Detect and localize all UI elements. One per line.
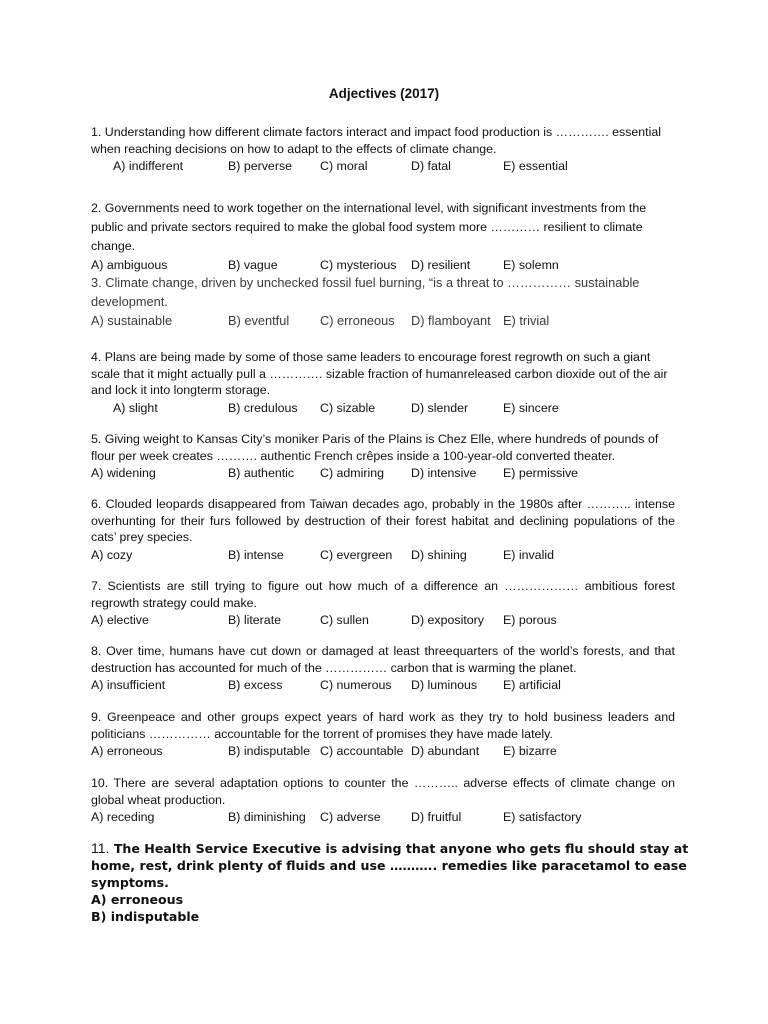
option-b[interactable]: B) authentic bbox=[228, 466, 295, 480]
option-a[interactable]: A) widening bbox=[91, 466, 156, 480]
question-8 bbox=[91, 643, 675, 694]
option-a[interactable]: A) elective bbox=[91, 613, 149, 627]
question-stem: 10. There are several adaptation options to counter the ……….. adverse effects of climate change on global wheat production. bbox=[91, 776, 675, 807]
option-d[interactable]: D) luminous bbox=[411, 678, 478, 692]
option-e[interactable]: E) permissive bbox=[503, 466, 579, 480]
answer-options bbox=[91, 465, 675, 482]
option-e[interactable]: E) solemn bbox=[503, 258, 559, 272]
question-11 bbox=[91, 840, 691, 925]
option-d[interactable]: D) fatal bbox=[411, 159, 451, 173]
option-b[interactable]: B) perverse bbox=[228, 159, 293, 173]
option-c[interactable]: C) erroneous bbox=[320, 313, 395, 328]
option-d[interactable]: D) fruitful bbox=[411, 810, 462, 824]
option-b[interactable]: B) credulous bbox=[228, 400, 298, 415]
answer-options bbox=[91, 311, 675, 328]
option-a[interactable]: A) sustainable bbox=[91, 313, 173, 328]
option-e[interactable]: E) sincere bbox=[503, 400, 559, 415]
question-10 bbox=[91, 775, 675, 826]
option-a[interactable]: A) indifferent bbox=[113, 159, 184, 173]
option-b[interactable]: B) diminishing bbox=[228, 810, 306, 824]
question-stem: 2. Governments need to work together on the international level, with significant investments from the public and private sectors required to make the global food system more ………… resilient to climate change. bbox=[91, 201, 647, 253]
question-3 bbox=[91, 273, 675, 328]
option-e[interactable]: E) artificial bbox=[503, 678, 561, 692]
option-d[interactable]: D) intensive bbox=[411, 466, 477, 480]
option-d[interactable]: D) abundant bbox=[411, 744, 480, 758]
option-a[interactable]: A) erroneous bbox=[91, 744, 163, 758]
question-7 bbox=[91, 578, 675, 629]
option-c[interactable]: C) moral bbox=[320, 159, 368, 173]
option-c[interactable]: C) mysterious bbox=[320, 258, 397, 272]
question-6 bbox=[91, 496, 675, 564]
question-9 bbox=[91, 709, 675, 760]
question-1 bbox=[91, 124, 675, 175]
question-5 bbox=[91, 431, 675, 482]
option-c[interactable]: C) sizable bbox=[320, 400, 376, 415]
option-e[interactable]: E) invalid bbox=[503, 547, 554, 562]
option-c[interactable]: C) numerous bbox=[320, 678, 392, 692]
answer-options bbox=[91, 743, 675, 760]
option-d[interactable]: D) slender bbox=[411, 400, 469, 415]
option-c[interactable]: C) adverse bbox=[320, 810, 381, 824]
answer-options bbox=[91, 809, 675, 826]
question-stem: 6. Clouded leopards disappeared from Taiwan decades ago, probably in the 1980s after ……….. intense overhunting for their furs followed by destruction of their forest habitat and declining populations of the cats’ prey species. bbox=[91, 497, 675, 544]
option-a[interactable]: A) receding bbox=[91, 810, 155, 824]
option-a[interactable]: A) erroneous bbox=[91, 892, 184, 907]
question-stem: 1. Understanding how different climate factors interact and impact food production is …………. essential when reaching decisions on how to adapt to the effects of climate change. bbox=[91, 125, 662, 156]
option-c[interactable]: C) admiring bbox=[320, 466, 385, 480]
option-d[interactable]: D) resilient bbox=[411, 258, 471, 272]
answer-options bbox=[91, 547, 675, 564]
option-d[interactable]: D) expository bbox=[411, 613, 484, 627]
option-e[interactable]: E) satisfactory bbox=[503, 810, 582, 824]
question-number: 11. bbox=[91, 840, 110, 856]
question-stem: 3. Climate change, driven by unchecked fossil fuel burning, “is a threat to …………… sustainable development. bbox=[91, 275, 640, 309]
option-b[interactable]: B) indisputable bbox=[228, 744, 310, 758]
option-c[interactable]: C) evergreen bbox=[320, 547, 393, 562]
option-b[interactable]: B) indisputable bbox=[91, 909, 200, 924]
answer-options bbox=[91, 256, 675, 273]
option-e[interactable]: E) trivial bbox=[503, 313, 550, 328]
question-2 bbox=[91, 199, 675, 273]
option-e[interactable]: E) essential bbox=[503, 159, 568, 173]
option-d[interactable]: D) shining bbox=[411, 547, 467, 562]
answer-options bbox=[91, 677, 675, 694]
option-c[interactable]: C) sullen bbox=[320, 613, 369, 627]
option-a[interactable]: A) slight bbox=[113, 400, 158, 415]
question-stem: 8. Over time, humans have cut down or damaged at least threequarters of the world’s forests, and that destruction has accounted for much of the …………… carbon that is warming the planet. bbox=[91, 644, 675, 675]
option-b[interactable]: B) intense bbox=[228, 547, 284, 562]
option-b[interactable]: B) vague bbox=[228, 258, 278, 272]
question-stem: 7. Scientists are still trying to figure out how much of a difference an ……………… ambitious forest regrowth strategy could make. bbox=[91, 579, 675, 610]
answer-options bbox=[91, 158, 675, 175]
option-a[interactable]: A) cozy bbox=[91, 547, 133, 562]
option-d[interactable]: D) flamboyant bbox=[411, 313, 491, 328]
option-e[interactable]: E) bizarre bbox=[503, 744, 557, 758]
page-title: Adjectives (2017) bbox=[328, 86, 440, 101]
question-stem: The Health Service Executive is advising that anyone who gets flu should stay at home, rest, drink plenty of fluids and use ……….. remedies like paracetamol to ease symptoms. bbox=[91, 841, 689, 890]
answer-options bbox=[91, 612, 675, 629]
option-c[interactable]: C) accountable bbox=[320, 744, 404, 758]
question-4 bbox=[91, 349, 675, 417]
option-a[interactable]: A) ambiguous bbox=[91, 258, 168, 272]
option-b[interactable]: B) excess bbox=[228, 678, 283, 692]
option-b[interactable]: B) literate bbox=[228, 613, 282, 627]
option-a[interactable]: A) insufficient bbox=[91, 678, 166, 692]
question-stem: 4. Plans are being made by some of those same leaders to encourage forest regrowth on such a giant scale that it might actually pull a …………. sizable fraction of humanreleased carbon dioxide out of the air and lock it into longterm storage. bbox=[91, 350, 668, 397]
question-stem: 9. Greenpeace and other groups expect years of hard work as they try to hold business leaders and politicians …………… accountable for the torrent of promises they have made lately. bbox=[91, 710, 675, 741]
answer-options bbox=[91, 400, 675, 417]
option-b[interactable]: B) eventful bbox=[228, 313, 290, 328]
question-stem: 5. Giving weight to Kansas City’s moniker Paris of the Plains is Chez Elle, where hundreds of pounds of flour per week creates ………. authentic French crêpes inside a 100-year-old converted theater. bbox=[91, 432, 659, 463]
option-e[interactable]: E) porous bbox=[503, 613, 557, 627]
